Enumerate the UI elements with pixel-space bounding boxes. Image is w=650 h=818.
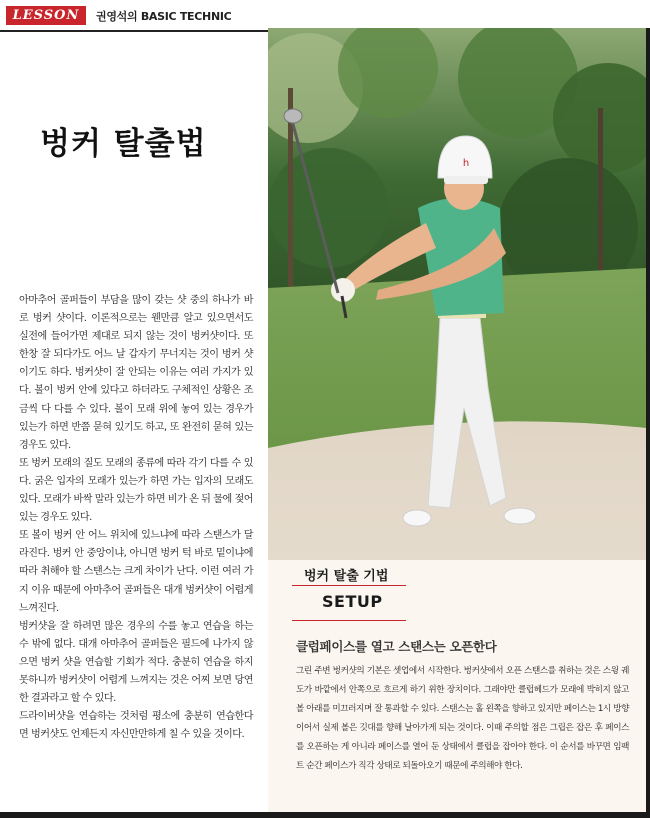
body-paragraph: 또 볼이 벙커 안 어느 위치에 있느냐에 따라 스탠스가 달라진다. 벙커 안 중앙이냐, 아니면 벙커 턱 바로 밑이냐에 따라 취해야 할 스탠스는 크게 차이가 난다. 이런 여러 가지 이유 때문에 아마추어 골퍼들은 대개 벙커샷이 어렵게 느껴진다. [19, 530, 253, 614]
bottom-rule [0, 812, 650, 818]
cap-logo-icon: h [462, 158, 470, 169]
setup-subheading: 클럽페이스를 열고 스탠스는 오픈한다 [296, 639, 497, 654]
divider-rule [292, 585, 406, 586]
setup-paragraph: 그린 주변 벙커샷의 기본은 셋업에서 시작한다. 벙커샷에서 오픈 스탠스를 취하는 것은 스윙 궤도가 바깥에서 안쪽으로 흐르게 하기 위한 장치이다. 그래야만 클럽헤드가 모래에 박히지 않고 볼 아래를 미끄러지며 잘 통과할 수 있다. 스탠스는 홀 왼쪽을 향하고 있지만 페이스는 1시 방향이어서 실제 볼은 깃대를 향해 날아가게 되는 것이다. 이때 주의할 점은 그립은 잡은 후 페이스를 오픈하는 게 아니라 페이스를 열어 둔 상태에서 클럽을 잡아야 한다. 이 순서를 바꾸면 임팩트 순간 페이스가 직각 상태로 되돌아오기 때문에 주의해야 한다. [296, 666, 629, 771]
page-edge [646, 28, 650, 818]
series-title: 권영석의 BASIC TECHNIC [96, 10, 232, 23]
setup-heading: 벙커 탈출 기법 [304, 569, 389, 584]
setup-body [296, 662, 629, 775]
body-paragraph: 벙커샷을 잘 하려면 많은 경우의 수를 놓고 연습을 하는 수 밖에 없다. 대개 아마추어 골퍼들은 필드에 나가지 않으면 벙커 샷을 연습할 기회가 적다. 충분히 연습을 하지 못하니까 벙커샷이 어렵게 느껴지는 것은 어찌 보면 당연한 결과라고 할 수 있다. [19, 620, 253, 705]
setup-title: SETUP [322, 592, 383, 611]
body-paragraph: 아마추어 골퍼들이 부담을 많이 갖는 샷 중의 하나가 바로 벙커 샷이다. 이론적으로는 웬만큼 알고 있으면서도 실전에 들어가면 제대로 되지 않는 것이 벙커샷이다. 또 한창 잘 되다가도 어느 날 갑자기 무너지는 것이 벙커 샷이기도 하다. 벙커샷이 잘 안되는 이유는 여러 가지가 있다. 볼이 벙커 안에 있다고 하더라도 구체적인 상황은 조금씩 다 다를 수 있다. 볼이 모래 위에 놓여 있는 경우가 있는가 하면 반쯤 묻혀 있기도 하고, 또 완전히 묻혀 있는 경우도 있다. [19, 295, 253, 451]
lesson-label: LESSON [6, 6, 86, 25]
page-title: 벙커 탈출법 [40, 126, 207, 162]
body-paragraph: 드라이버샷을 연습하는 것처럼 평소에 충분히 연습한다면 벙커샷도 언제든지 자신만만하게 칠 수 있을 것이다. [19, 711, 253, 741]
article-body [19, 292, 253, 744]
body-paragraph: 또 벙커 모래의 질도 모래의 종류에 따라 각기 다를 수 있다. 굵은 입자의 모래가 있는가 하면 가는 입자의 모래도 있다. 모래가 바싹 말라 있는가 하면 비가 온 뒤 물에 젖어 있는 경우도 있다. [19, 457, 253, 524]
divider-rule [292, 620, 406, 621]
